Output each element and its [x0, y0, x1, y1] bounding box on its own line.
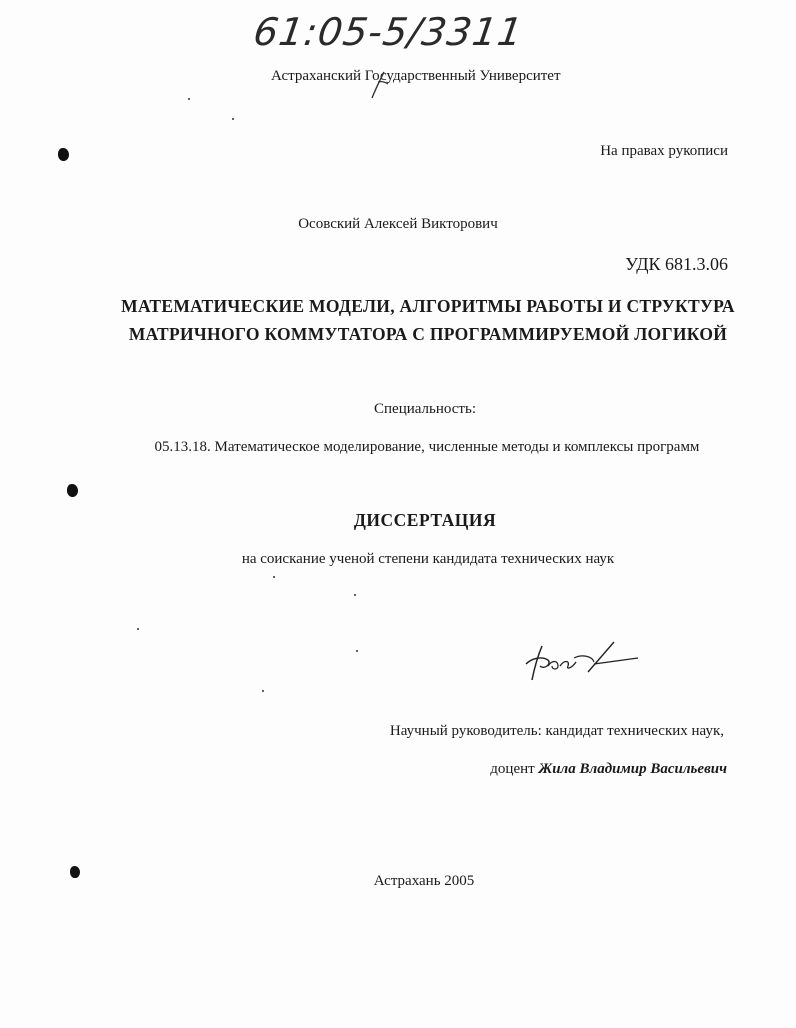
advisor-line	[490, 761, 727, 778]
degree-description: на соискание ученой степени кандидата технических наук	[241, 551, 615, 567]
specialty-label: Специальность:	[374, 401, 476, 417]
binding-hole-mark	[70, 866, 80, 878]
advisor-title: Научный руководитель: кандидат технических наук,	[389, 723, 724, 739]
scan-speck	[262, 690, 264, 692]
scan-speck	[137, 628, 139, 630]
pen-mark-icon	[366, 70, 396, 100]
binding-hole-mark	[67, 484, 78, 497]
scan-speck	[273, 576, 275, 578]
scan-speck	[356, 650, 358, 652]
author-name: Осовский Алексей Викторович	[298, 216, 498, 232]
udc-code: УДК 681.3.06	[625, 254, 728, 274]
document-type-heading: ДИССЕРТАЦИЯ	[353, 510, 497, 530]
dissertation-title-line-1: МАТЕМАТИЧЕСКИЕ МОДЕЛИ, АЛГОРИТМЫ РАБОТЫ И СТРУКТУРА	[121, 296, 735, 316]
scan-speck	[188, 98, 190, 100]
specialty-value: 05.13.18. Математическое моделирование, численные методы и комплексы программ	[154, 439, 700, 455]
advisor-name: Жила Владимир Васильевич	[538, 761, 727, 777]
manuscript-rights-label: На правах рукописи	[600, 143, 728, 159]
university-name: Астраханский Государственный Университет	[271, 68, 561, 84]
signature-icon	[522, 636, 642, 684]
advisor-rank: доцент	[490, 761, 535, 777]
scan-speck	[232, 118, 234, 120]
scan-speck	[354, 594, 356, 596]
binding-hole-mark	[58, 148, 69, 161]
dissertation-title-line-2: МАТРИЧНОГО КОММУТАТОРА С ПРОГРАММИРУЕМОЙ ЛОГИКОЙ	[128, 324, 728, 344]
city-and-year: Астрахань 2005	[373, 873, 475, 889]
handwritten-archive-number: 61:05-5/3311	[250, 10, 527, 54]
